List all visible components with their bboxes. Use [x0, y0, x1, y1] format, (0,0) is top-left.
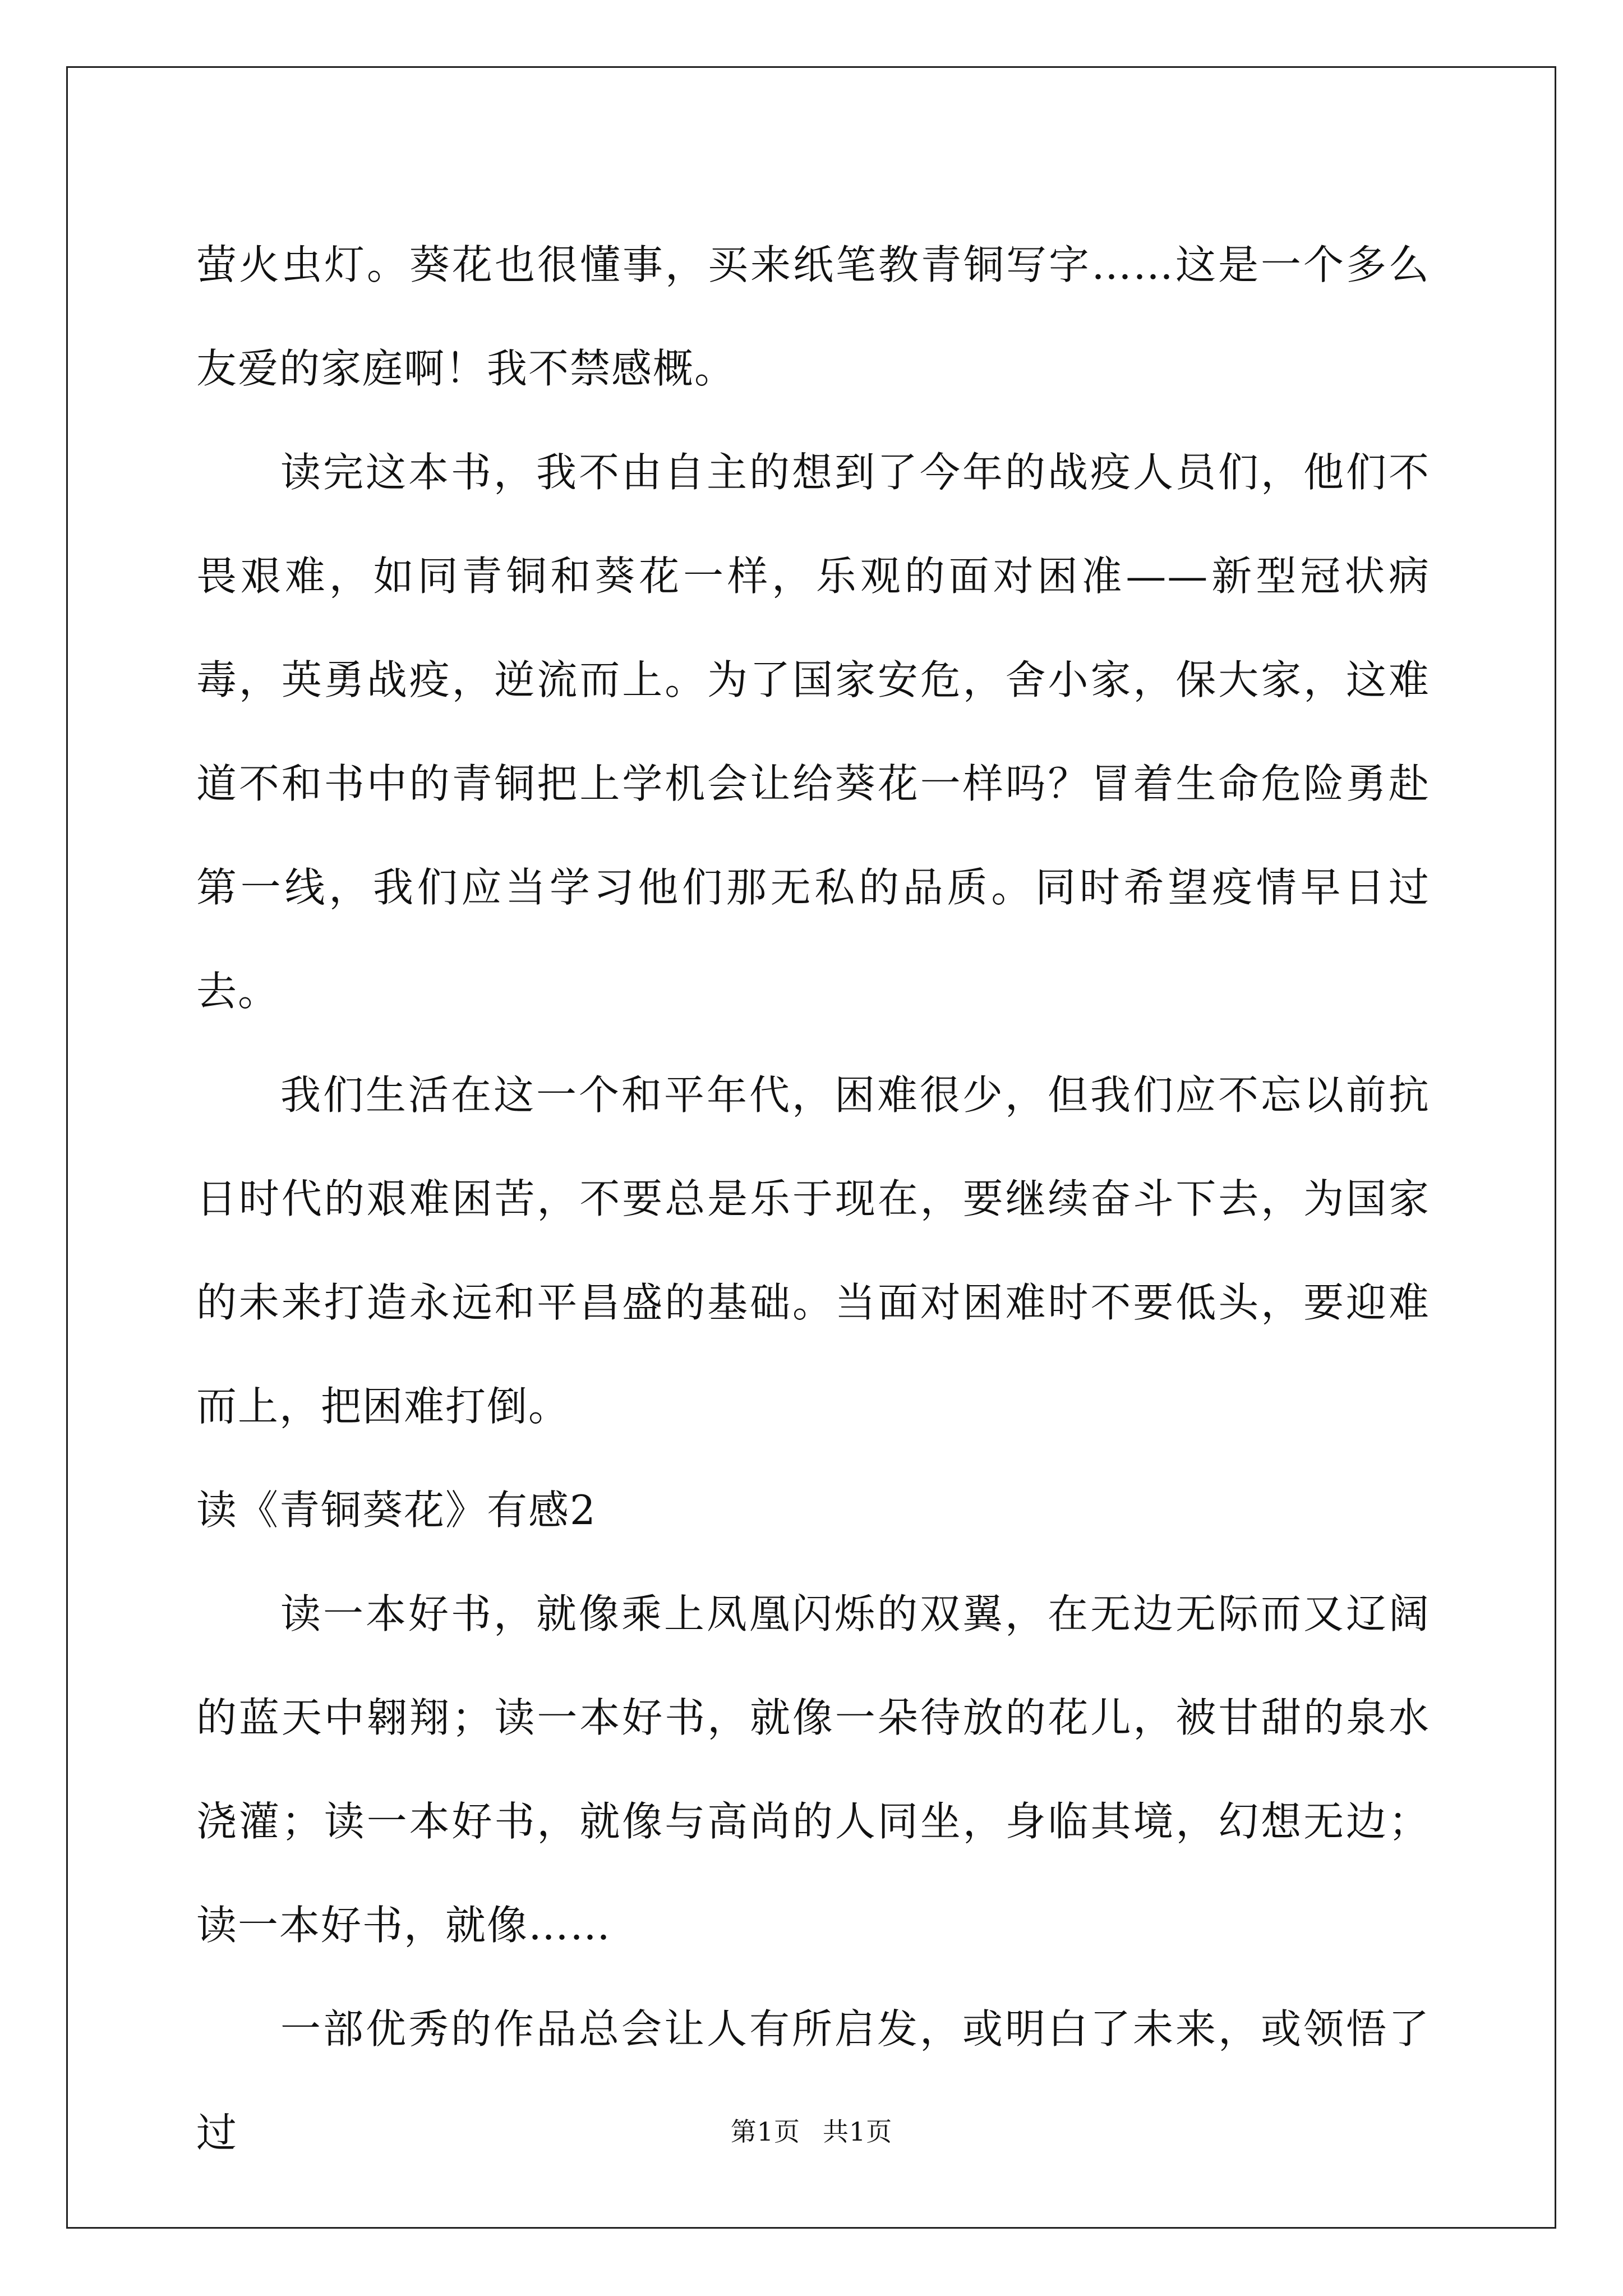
paragraph: 我们生活在这一个和平年代，困难很少，但我们应不忘以前抗日时代的艰难困苦，不要总是乐于现在，要继续奋斗下去，为国家的未来打造永远和平昌盛的基础。当面对困难时不要低头，要迎难而上，把困难打倒。 [196, 1071, 1430, 1430]
paragraph: 萤火虫灯。葵花也很懂事，买来纸笔教青铜写字……这是一个多么友爱的家庭啊！我不禁感概。 [196, 241, 1430, 392]
section-heading: 读《青铜葵花》有感2 [196, 1487, 597, 1534]
page-number: 第1页 [730, 2116, 800, 2147]
page-footer [0, 2115, 1623, 2148]
paragraph: 一部优秀的作品总会让人有所启发，或明白了未来，或领悟了过 [196, 2005, 1430, 2156]
document-body [196, 213, 1430, 2185]
paragraph: 读完这本书，我不由自主的想到了今年的战疫人员们，他们不畏艰难，如同青铜和葵花一样，乐观的面对困准——新型冠状病毒，英勇战疫，逆流而上。为了国家安危，舍小家，保大家，这难道不和书中的青铜把上学机会让给葵花一样吗？冒着生命危险勇赴第一线，我们应当学习他们那无私的品质。同时希望疫情早日过去。 [196, 449, 1430, 1015]
paragraph: 读一本好书，就像乘上凤凰闪烁的双翼，在无边无际而又辽阔的蓝天中翱翔；读一本好书，就像一朵待放的花儿，被甘甜的泉水浇灌；读一本好书，就像与高尚的人同坐，身临其境，幻想无边；读一本好书，就像…… [196, 1590, 1430, 1949]
page-total: 共1页 [823, 2116, 893, 2147]
